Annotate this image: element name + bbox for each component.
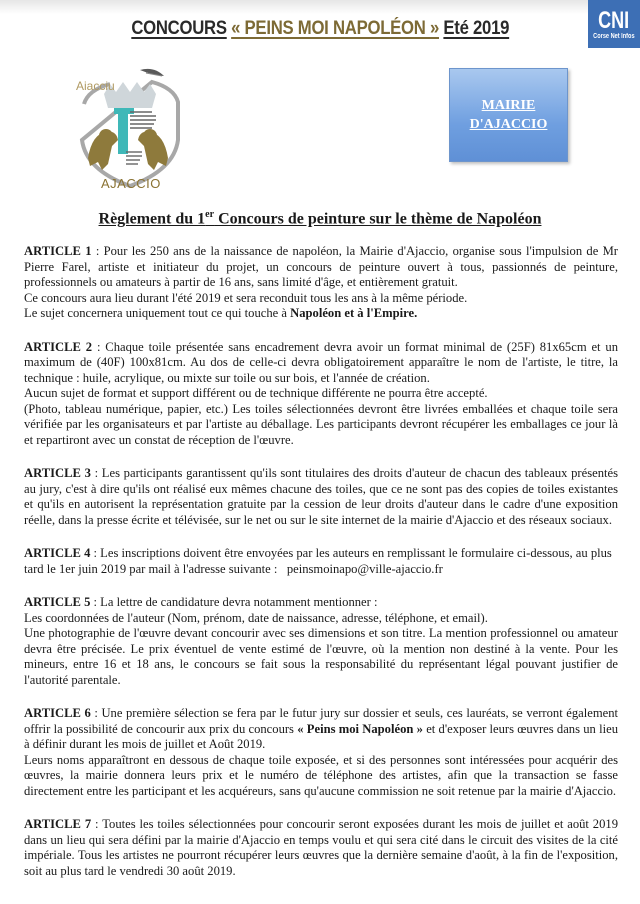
article-text: Leurs noms apparaîtront en dessous de chaque toile exposée, et si des personnes sont intéressées pour acquérir des œuvres, la mairie donnera leurs prix et le numéro de téléphone des artistes, afin que la transaction se fasse directement entre les participant et les acquéreurs, sans qu'aucune commission ne soit retenue par la mairie d'Ajaccio.: [24, 752, 618, 798]
cni-logo-subtext: Corse Net Infos: [593, 32, 635, 40]
article-text: : Une première sélection se fera par le futur jury sur dossier et seuls, ces lauréats, se verront également offrir la possibilité de concourir aux prix du concours: [24, 706, 618, 736]
article-text: : Les inscriptions doivent être envoyées par les auteurs en remplissant le formulaire ci-dessous, au plus tard le 1er juin 2019 par mail à l'adresse suivante :: [24, 546, 615, 576]
article-text: Les coordonnées de l'auteur (Nom, prénom, date de naissance, adresse, téléphone, et email).: [24, 610, 488, 625]
article-label: ARTICLE 7: [24, 817, 92, 831]
article-4: [24, 546, 618, 577]
article-text: Aucun sujet de format et support différent ou de technique différente ne pourra être accepté.: [24, 386, 488, 400]
article-text: : Toutes les toiles sélectionnées pour concourir seront exposées durant les mois de juillet et août 2019 dans un lieu qui sera défini par la mairie d'Ajaccio en temps voulu et qui sera cité dans le circuit des visites de la cité impériale. Tous les artistes ne pourront récupérer leurs œuvres que la dernière semaine d'août, à la fin de l'exposition, soit au plus tard le vendredi 30 août 2019.: [24, 817, 618, 878]
title-peins-moi-napoleon: « PEINS MOI NAPOLÉON »: [231, 18, 440, 39]
cni-logo-text: CNI: [598, 6, 630, 34]
article-3: [24, 466, 618, 528]
article-text: : Chaque toile présentée sans encadrement devra avoir un format minimal de (25F) 81x65cm et un maximum de (40F) 100x81cm. Au dos de celle-ci devra obligatoirement apparaître le nom de l'artiste, le titre, la technique : huile, acrylique, ou mixte sur toile ou sur bois, et l'année de création.: [24, 339, 618, 385]
article-text: : Les participants garantissent qu'ils sont titulaires des droits d'auteur de chacun des tableaux présentés au jury, c'est à dire qu'ils ont réalisé eux mêmes chacune des toiles, que ce ne sont pas des copies de toiles existantes et qu'ils en autorisent la représentation gratuite par la cession de leur droits d'auteur dans le cadre d'une exposition réelle, dans la presse écrite et télévisée, sur le net ou sur le site internet de la mairie d'Ajaccio et des réseaux sociaux.: [24, 466, 618, 527]
article-6: [24, 706, 618, 799]
page-title: [39, 18, 602, 40]
subtitle-part-1: Règlement du 1: [98, 210, 206, 228]
article-text: Une photographie de l'œuvre devant concourir avec ses dimensions et son titre. La mention professionnel ou amateur devra être précisée. Le prix éventuel de vente estimé de l'œuvre, où la mention non destiné à la vente. Pour les mineurs, entre 16 et 18 ans, le concours se fait sous la responsabilité du représentant légal pouvant justifier de l'autorité parentale.: [24, 626, 618, 687]
article-5: [24, 595, 618, 688]
title-ete-2019: Eté 2019: [443, 18, 510, 39]
subtitle-superscript: er: [205, 209, 215, 220]
article-7: [24, 817, 618, 879]
article-label: ARTICLE 3: [24, 466, 91, 480]
article-text: : La lettre de candidature devra notamment mentionner :: [90, 595, 378, 609]
title-concours: CONCOURS: [131, 18, 227, 39]
article-text: (Photo, tableau numérique, papier, etc.) Les toiles sélectionnées devront être livrées emballées et chaque toile sera vérifiée par les organisateurs et par l'artiste au déballage. Les participants devront récupérer les emballages ce jour là et repartiront avec un constat de réception de l'œuvre.: [24, 401, 618, 447]
crest-text-ajaccio: AJACCIO: [101, 176, 161, 191]
article-text: Ce concours aura lieu durant l'été 2019 et sera reconduit tous les ans à la même période.: [24, 290, 468, 305]
article-2: [24, 340, 618, 449]
rules-subtitle: [0, 209, 640, 228]
subtitle-part-2: Concours de peinture sur le thème de Napoléon: [214, 210, 542, 228]
articles-list: [24, 244, 618, 897]
mairie-line-2: D'AJACCIO: [469, 117, 548, 132]
mairie-line-1: MAIRIE: [481, 98, 536, 113]
article-bold-text: Napoléon et à l'Empire.: [290, 306, 418, 320]
article-1: [24, 244, 618, 322]
article-label: ARTICLE 2: [24, 339, 93, 354]
article-label: ARTICLE 5: [24, 595, 91, 609]
cni-logo[interactable]: [588, 0, 640, 48]
article-text: et d'exposer leurs œuvres dans un lieu à définir durant les mois de juillet et Août 2019.: [24, 721, 618, 751]
article-text: : Pour les 250 ans de la naissance de napoléon, la Mairie d'Ajaccio, organise sous l'impulsion de Mr Pierre Farel, artiste et initiateur du projet, un concours de peinture ouvert à tous, passionnés de peinture, professionnels ou amateurs à partir de 16 ans, sans limité d'âge, et entièrement gratuit.: [24, 244, 618, 289]
email-link[interactable]: peinsmoinapo@ville-ajaccio.fr: [286, 561, 443, 576]
article-label: ARTICLE 6: [24, 706, 91, 720]
crest-text-aiacciu: Aiacciu: [76, 79, 115, 93]
top-shadow-bar: [0, 0, 640, 14]
ajaccio-crest-logo: [68, 60, 188, 194]
article-label: ARTICLE 1: [24, 244, 92, 258]
article-text: Le sujet concernera uniquement tout ce qui touche à: [24, 306, 291, 320]
mairie-ajaccio-box: [449, 68, 568, 162]
article-bold-text: « Peins moi Napoléon »: [297, 721, 423, 736]
article-label: ARTICLE 4: [24, 546, 91, 560]
